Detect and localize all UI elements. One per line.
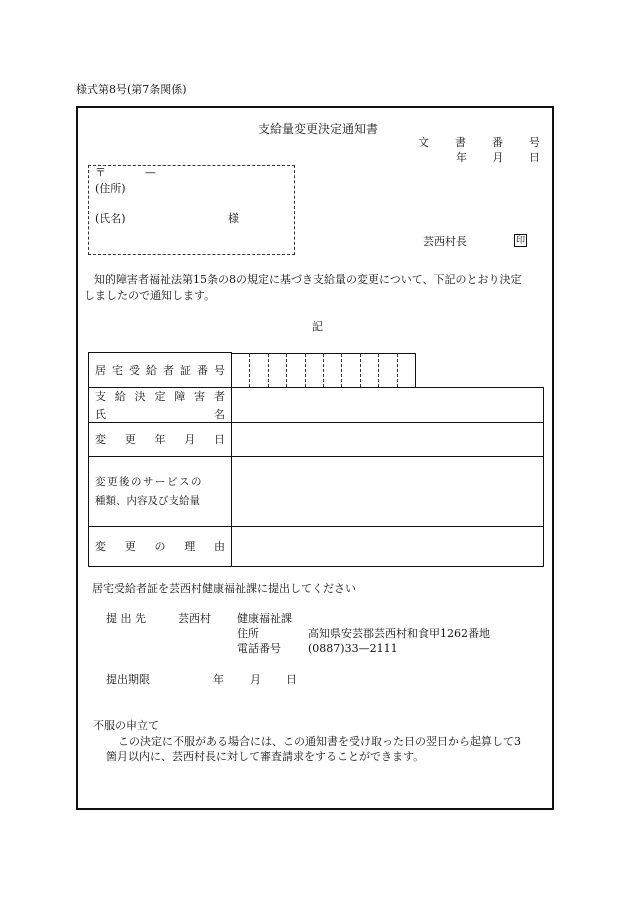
submit-address-value: 高知県安芸郡芸西村和食甲1262番地 xyxy=(308,627,490,640)
cert-digit-box xyxy=(249,354,267,387)
label-char: 日 xyxy=(214,433,225,446)
doc-number-char: 書 xyxy=(455,136,466,149)
label-char: 更 xyxy=(124,433,136,446)
label-char: 害 xyxy=(194,389,206,403)
cert-digit-box xyxy=(341,354,359,387)
label-char: 変 xyxy=(95,433,106,446)
service-details-line2: 種類、内容及び支給量 xyxy=(95,495,200,507)
submit-address-label: 住所 xyxy=(237,627,259,640)
service-details-line1: 変更後のサービスの xyxy=(95,476,203,488)
label-char: 障 xyxy=(174,389,186,403)
label-char: 名 xyxy=(214,407,225,421)
label-char: 定 xyxy=(154,389,166,403)
cert-digit-box xyxy=(397,354,415,387)
change-reason-value xyxy=(232,526,544,566)
service-details-label xyxy=(89,456,232,526)
label-char: 月 xyxy=(184,433,196,446)
body-text-line2: しましたので通知します。 xyxy=(84,289,216,302)
issuer-name: 芸西村長 xyxy=(423,235,467,248)
name-label: (氏名) xyxy=(95,212,126,225)
submit-village: 芸西村 xyxy=(178,612,211,625)
change-date-value xyxy=(232,422,544,456)
ki-marker: 記 xyxy=(312,320,323,333)
change-date-label xyxy=(89,422,232,456)
cert-digit-box xyxy=(323,354,341,387)
objection-heading: 不服の申立て xyxy=(93,719,159,732)
date-month: 月 xyxy=(492,151,504,164)
body-text-line1: 知的障害者福祉法第15条の8の規定に基づき支給量の変更について、下記のとおり決定 xyxy=(94,273,522,286)
deadline-day: 日 xyxy=(286,673,297,686)
cert-digit-box xyxy=(305,354,323,387)
submit-phone-label: 電話番号 xyxy=(237,642,281,655)
cert-digit-box xyxy=(360,354,378,387)
details-table xyxy=(88,352,544,567)
objection-line2: 箇月以内に、芸西村長に対して審査請求をすることができます。 xyxy=(106,750,425,763)
label-char: 番 xyxy=(197,363,208,377)
label-char: 者 xyxy=(213,389,225,403)
residence-label: (住所) xyxy=(95,182,126,195)
document-number-label xyxy=(418,137,540,148)
label-char: 由 xyxy=(214,540,225,553)
label-char: 居 xyxy=(95,363,106,377)
postal-mark: 〒 xyxy=(95,166,106,179)
cert-digit-box xyxy=(232,354,249,387)
issue-date xyxy=(456,152,540,163)
deadline-month: 月 xyxy=(250,673,261,686)
official-seal: 印 xyxy=(515,236,525,246)
document-title: 支給量変更決定通知書 xyxy=(258,122,379,136)
label-char: 理 xyxy=(184,540,196,553)
label-char: 給 xyxy=(146,363,157,377)
cert-digit-box xyxy=(286,354,304,387)
label-char: 支 xyxy=(95,389,106,403)
label-char: 変 xyxy=(95,540,106,553)
doc-number-char: 号 xyxy=(529,136,540,149)
label-char: 年 xyxy=(154,433,166,446)
label-char: 決 xyxy=(134,389,146,403)
submit-dest-label: 提 出 先 xyxy=(106,612,146,625)
postal-dash: — xyxy=(145,166,156,179)
date-year: 年 xyxy=(456,151,467,164)
deadline-label: 提出期限 xyxy=(106,673,150,686)
date-day: 日 xyxy=(529,151,540,164)
label-char: 者 xyxy=(163,363,174,377)
cert-digit-box xyxy=(378,354,396,387)
submit-department: 健康福祉課 xyxy=(237,612,292,625)
doc-number-char: 文 xyxy=(418,136,429,149)
label-char: 号 xyxy=(214,363,225,377)
deadline-year: 年 xyxy=(213,673,224,686)
label-char: 氏 xyxy=(95,407,106,421)
label-char: 証 xyxy=(180,363,191,377)
label-char: 宅 xyxy=(112,363,123,377)
change-reason-label xyxy=(89,526,232,566)
recipient-cert-number-value xyxy=(232,353,544,388)
beneficiary-name-label xyxy=(89,387,232,422)
service-details-value xyxy=(232,456,544,526)
form-id: 様式第8号(第7条関係) xyxy=(76,83,187,96)
beneficiary-name-value xyxy=(232,387,544,422)
label-char: の xyxy=(154,540,166,553)
label-char: 受 xyxy=(129,363,140,377)
recipient-address-box xyxy=(88,165,295,255)
label-char: 給 xyxy=(114,389,126,403)
label-char: 更 xyxy=(124,540,136,553)
doc-number-char: 番 xyxy=(492,136,503,149)
submit-instruction: 居宅受給者証を芸西村健康福祉課に提出してください xyxy=(92,582,356,595)
objection-line1: この決定に不服がある場合には、この通知書を受け取った日の翌日から起算して3 xyxy=(118,735,521,748)
cert-digit-box xyxy=(268,354,286,387)
recipient-cert-number-label xyxy=(89,353,232,388)
honorific: 様 xyxy=(228,212,239,225)
submit-phone-value: (0887)33—2111 xyxy=(308,642,398,655)
